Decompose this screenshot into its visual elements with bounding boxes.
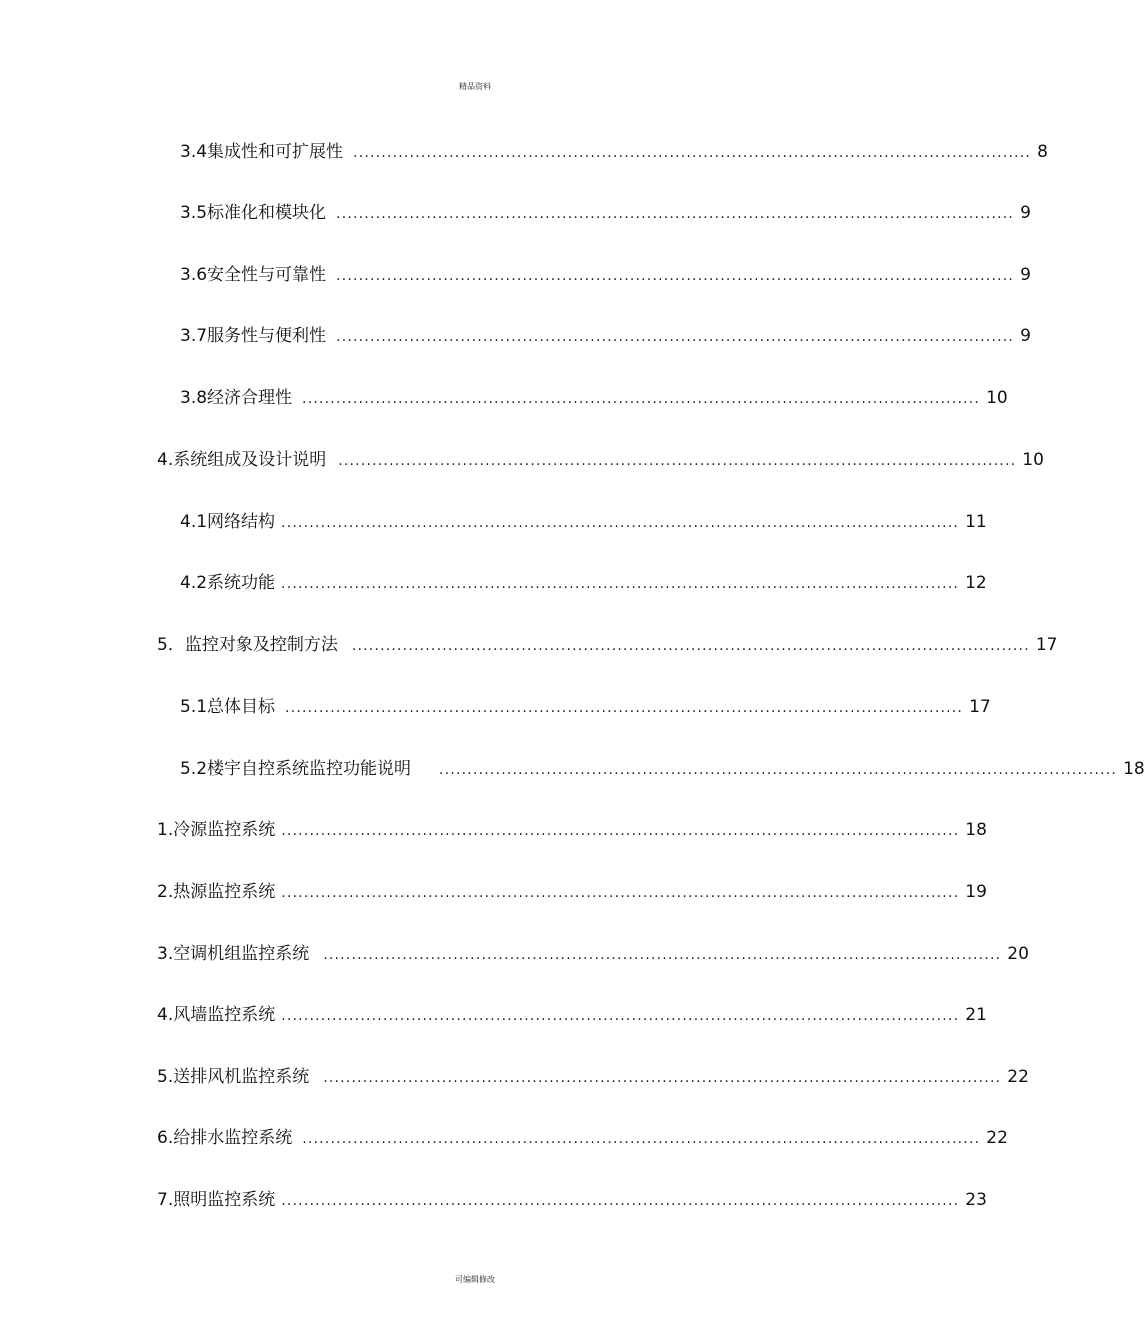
toc-leader: ........................................................................................................................ [353,145,1032,161]
toc-page-number: 9 [1020,326,1031,346]
toc-leader: ........................................................................................................................ [281,515,960,531]
toc-title: 服务性与便利性 [207,326,327,346]
toc-page-number: 22 [986,1128,1008,1148]
toc-page-number: 17 [1035,635,1058,655]
toc-entry[interactable] [157,818,987,842]
toc-number: 7. [157,1190,174,1210]
toc-entry[interactable] [180,324,1031,348]
toc-number: 3.4 [180,142,208,162]
page-footer: 可编辑修改 [455,1275,495,1284]
toc-entry[interactable] [180,263,1031,287]
toc-page-number: 18 [1123,759,1145,779]
toc-entry[interactable] [157,1188,987,1212]
toc-page-number: 9 [1020,265,1031,285]
toc-title: 总体目标 [207,697,276,717]
toc-leader: ........................................................................................................................ [281,1193,960,1209]
toc-number: 5． [157,635,185,655]
toc-page-number: 22 [1007,1067,1029,1087]
toc-number: 3.8 [180,388,208,408]
toc-title: 网络结构 [207,512,276,532]
toc-leader: ........................................................................................................................ [285,700,964,716]
toc-page-number: 10 [986,388,1008,408]
toc-page-number: 17 [969,697,991,717]
toc-title: 系统组成及设计说明 [173,450,327,470]
toc-leader: ........................................................................................................................ [302,391,981,407]
toc-number: 3.7 [180,326,208,346]
toc-title: 经济合理性 [207,388,293,408]
toc-title: 空调机组监控系统 [173,944,310,964]
toc-leader: ........................................................................................................................ [281,885,960,901]
toc-number: 4. [157,1005,174,1025]
toc-title: 集成性和可扩展性 [207,142,344,162]
toc-page-number: 9 [1020,203,1031,223]
toc-leader: ........................................................................................................................ [323,1070,1002,1086]
toc-page-number: 20 [1007,944,1029,964]
toc-number: 3.5 [180,203,208,223]
toc-leader: ........................................................................................................................ [281,576,960,592]
toc-entry[interactable] [180,571,987,595]
toc-number: 3. [157,944,174,964]
toc-number: 1. [157,820,174,840]
toc-entry[interactable] [180,386,1008,410]
toc-title: 热源监控系统 [173,882,276,902]
toc-leader: ........................................................................................................................ [351,638,1030,654]
toc-leader: ........................................................................................................................ [336,329,1015,345]
toc-title: 标准化和模块化 [207,203,327,223]
toc-entry[interactable] [180,140,1048,164]
toc-number: 4.2 [180,573,208,593]
toc-leader: ........................................................................................................................ [281,1008,960,1024]
toc-title: 风墙监控系统 [173,1005,276,1025]
toc-number: 4.1 [180,512,208,532]
toc-number: 5. [157,1067,174,1087]
toc-leader: ........................................................................................................................ [323,947,1002,963]
toc-entry[interactable] [180,695,991,719]
toc-page-number: 10 [1022,450,1044,470]
toc-entry[interactable] [157,1003,987,1027]
toc-page-number: 12 [965,573,987,593]
toc-number: 5.1 [180,697,208,717]
toc-title: 冷源监控系统 [173,820,276,840]
toc-title: 安全性与可靠性 [207,265,327,285]
toc-entry[interactable] [157,448,1044,472]
toc-entry[interactable] [157,1065,1029,1089]
toc-page-number: 11 [965,512,987,532]
toc-leader: ........................................................................................................................ [338,453,1017,469]
page-header: 精品资料 [459,82,491,91]
toc-page-number: 23 [965,1190,987,1210]
toc-leader: ........................................................................................................................ [336,268,1015,284]
toc-title: 楼宇自控系统监控功能说明 [207,759,412,779]
toc-number: 6. [157,1128,174,1148]
toc-page-number: 18 [965,820,987,840]
toc-page-number: 21 [965,1005,987,1025]
toc-title: 系统功能 [207,573,276,593]
toc-leader: ........................................................................................................................ [302,1131,981,1147]
toc-entry[interactable] [180,757,1145,781]
toc-number: 3.6 [180,265,208,285]
toc-title: 给排水监控系统 [173,1128,293,1148]
toc-entry[interactable] [180,201,1031,225]
toc-leader: ........................................................................................................................ [281,823,960,839]
toc-number: 4. [157,450,174,470]
toc-title: 送排风机监控系统 [173,1067,310,1087]
toc-entry[interactable] [157,1126,1008,1150]
toc-number: 2. [157,882,174,902]
toc-entry[interactable] [157,942,1029,966]
toc-number: 5.2 [180,759,208,779]
toc-page-number: 8 [1037,142,1048,162]
toc-entry[interactable] [157,633,1058,657]
toc-entry[interactable] [180,510,987,534]
toc-leader: ........................................................................................................................ [336,206,1015,222]
toc-title: 监控对象及控制方法 [184,635,338,655]
toc-page-number: 19 [965,882,987,902]
toc-entry[interactable] [157,880,987,904]
toc-title: 照明监控系统 [173,1190,276,1210]
toc-leader: ........................................................................................................................ [439,762,1118,778]
